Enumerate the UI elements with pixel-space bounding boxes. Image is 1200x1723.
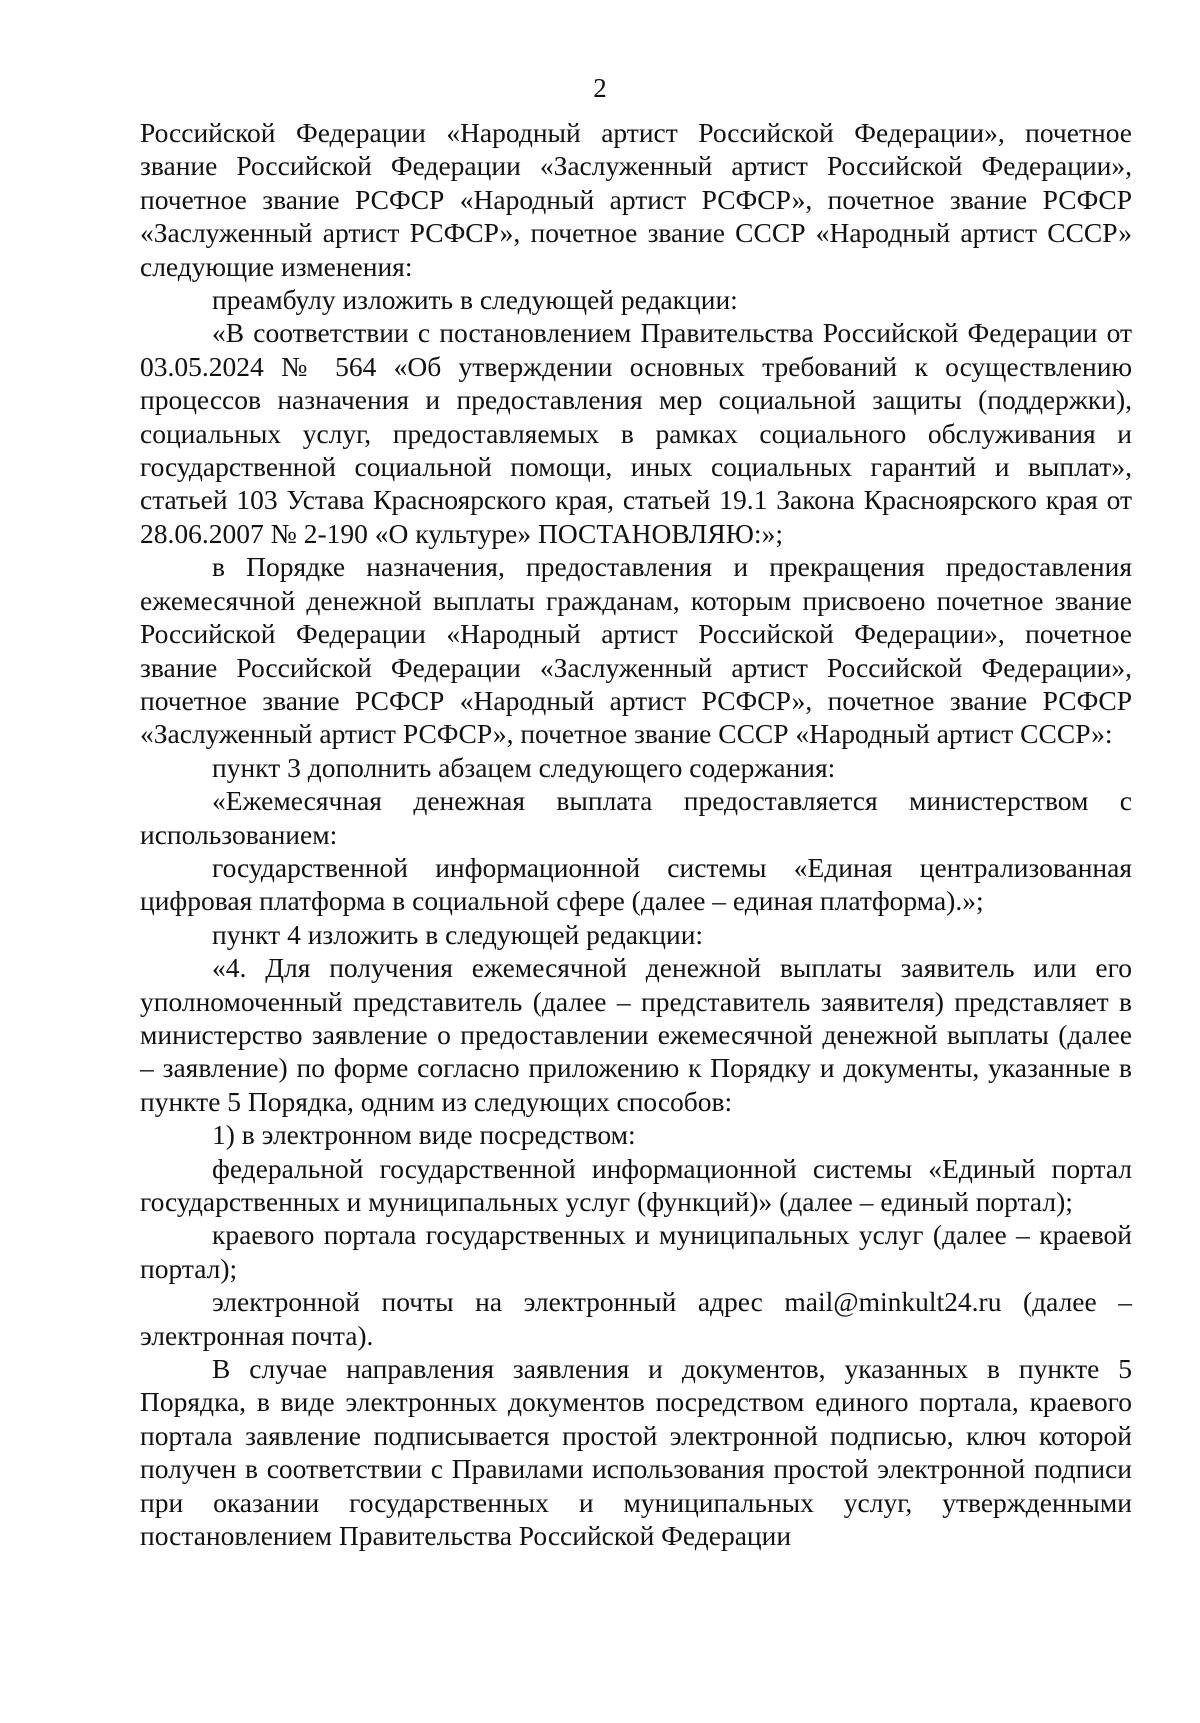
paragraph-item4-text: «4. Для получения ежемесячной денежной выплаты заявитель или его уполномоченный представитель (далее – представитель заявителя) представляет в министерство заявление о предоставлении ежемесячной денежной выплаты (далее – заявление) по форме согласно приложению к Порядку и документы, указанные в пункте 5 Порядка, одним из следующих способов: <box>140 952 1132 1117</box>
paragraph-unified-portal: федеральной государственной информационной системы «Единый портал государственных и муниципальных услуг (функций)» (далее – единый портал); <box>140 1152 1132 1217</box>
paragraph-email: электронной почты на электронный адрес mail@minkult24.ru (далее – электронная почта). <box>140 1286 1132 1351</box>
paragraph-electronic-form: 1) в электронном виде посредством: <box>212 1119 636 1151</box>
paragraph-preamble-instruction: преамбулу изложить в следующей редакции: <box>212 284 738 316</box>
page-number: 2 <box>593 73 607 103</box>
paragraph-item3-text: «Ежемесячная денежная выплата предоставляется министерством с использованием: <box>140 785 1132 850</box>
paragraph-regional-portal: краевого портала государственных и муниципальных услуг (далее – краевой портал); <box>140 1219 1132 1284</box>
paragraph-item3-instruction: пункт 3 дополнить абзацем следующего содержания: <box>212 751 836 783</box>
paragraph-preamble-text: «В соответствии с постановлением Правительства Российской Федерации от 03.05.2024 № 564 «Об утверждении основных требований к осуществлению процессов назначения и предоставления мер социальной защиты (поддержки), социальных услуг, предоставляемых в рамках социального обслуживания и государственной социальной помощи, иных социальных гарантий и выплат», статьей 103 Устава Красноярского края, статьей 19.1 Закона Красноярского края от 28.06.2007 № 2-190 «О культуре» ПОСТАНОВЛЯЮ:»; <box>140 317 1132 549</box>
paragraph-electronic-signature: В случае направления заявления и документов, указанных в пункте 5 Порядка, в виде электронных документов посредством единого портала, краевого портала заявление подписывается простой электронной подписью, ключ которой получен в соответствии с Правилами использования простой электронной подписи при оказании государственных и муниципальных услуг, утвержденными постановлением Правительства Российской Федерации <box>140 1353 1132 1552</box>
paragraph-item3-platform: государственной информационной системы «Единая централизованная цифровая платформа в социальной сфере (далее – единая платформа).»; <box>140 851 1132 917</box>
paragraph-item4-instruction: пункт 4 изложить в следующей редакции: <box>212 918 704 950</box>
document-body <box>140 116 1132 1552</box>
paragraph-continuation: Российской Федерации «Народный артист Российской Федерации», почетное звание Российской Федерации «Заслуженный артист Российской Федерации», почетное звание РСФСР «Народный артист РСФСР», почетное звание РСФСР «Заслуженный артист РСФСР», почетное звание СССР «Народный артист СССР» следующие изменения: <box>140 117 1132 282</box>
paragraph-procedure-intro: в Порядке назначения, предоставления и прекращения предоставления ежемесячной денежной выплаты гражданам, которым присвоено почетное звание Российской Федерации «Народный артист Российской Федерации», почетное звание Российской Федерации «Заслуженный артист Российской Федерации», почетное звание РСФСР «Народный артист РСФСР», почетное звание РСФСР «Заслуженный артист РСФСР», почетное звание СССР «Народный артист СССР»: <box>140 551 1132 750</box>
